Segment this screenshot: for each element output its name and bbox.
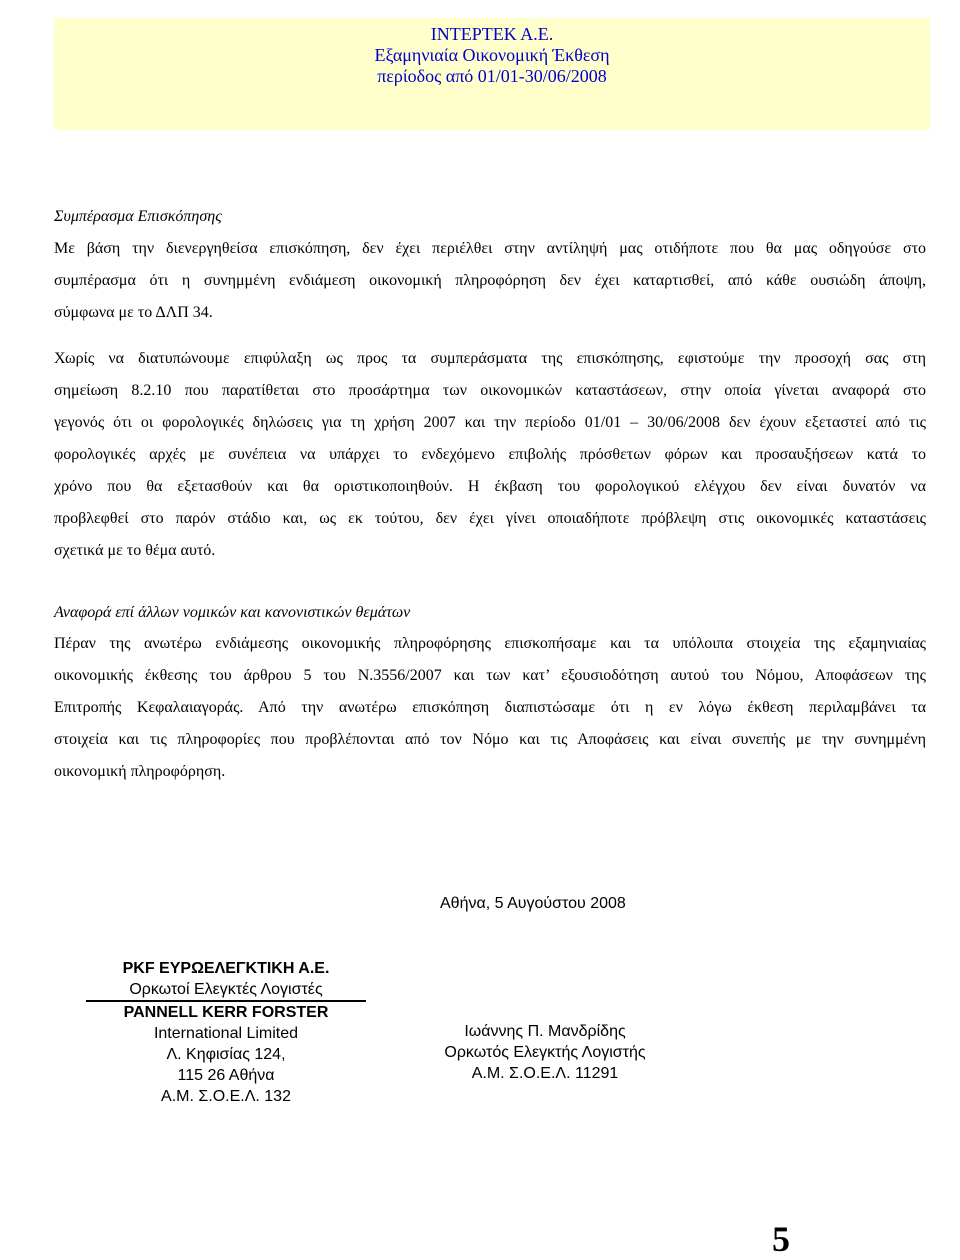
auditor-registration: Α.Μ. Σ.Ο.Ε.Λ. 11291 xyxy=(471,1065,619,1082)
paragraph-line: Επιτροπής Κεφαλαιαγοράς. Από την ανωτέρω επισκόπηση διαπιστώσαμε ότι η εν λόγω έκθεση περιλαμβάνει τα xyxy=(54,699,926,716)
section-review-conclusion-title: Συμπέρασμα Επισκόπησης xyxy=(54,208,222,225)
paragraph-line: οικονομική πληροφόρηση. xyxy=(54,763,226,780)
firm-network-sub: International Limited xyxy=(153,1025,299,1042)
page-number: 5 xyxy=(772,1219,790,1259)
section-emphasis-body xyxy=(54,343,926,567)
report-title: Εξαμηνιαία Οικονομική Έκθεση xyxy=(374,45,610,65)
paragraph-line: Πέραν της ανωτέρω ενδιάμεσης οικονομικής πληροφόρησης επισκοπήσαμε και τα υπόλοιπα στοιχεία της εξαμηνιαίας xyxy=(54,635,926,652)
auditor-name: Ιωάννης Π. Μανδρίδης xyxy=(464,1023,626,1040)
firm-network: PANNELL KERR FORSTER xyxy=(123,1004,329,1021)
company-name: ΙΝΤΕΡΤΕΚ Α.Ε. xyxy=(430,24,554,44)
firm-address: Λ. Κηφισίας 124, xyxy=(166,1046,286,1063)
paragraph-line: σύμφωνα με το ΔΛΠ 34. xyxy=(54,304,213,321)
firm-role: Ορκωτοί Ελεγκτές Λογιστές xyxy=(129,981,323,998)
firm-name: PKF ΕΥΡΩΕΛΕΓΚΤΙΚΗ Α.Ε. xyxy=(122,960,330,977)
paragraph-line: στοιχεία και τις πληροφορίες που προβλέπονται από τον Νόμο και τις Αποφάσεις και είναι συνεπής με την συνημμένη xyxy=(54,731,926,748)
report-header xyxy=(54,18,930,130)
paragraph-line: συμπέρασμα ότι η συνημμένη ενδιάμεση οικονομική πληροφόρηση δεν έχει καταρτισθεί, από κάθε ουσιώδη άποψη, xyxy=(54,272,926,289)
firm-registration: Α.Μ. Σ.Ο.Ε.Λ. 132 xyxy=(161,1088,291,1105)
paragraph-line: σημείωση 8.2.10 που παρατίθεται στο προσάρτημα των οικονομικών καταστάσεων, στην οποία γίνεται αναφορά στο xyxy=(54,382,926,399)
paragraph-line: φορολογικές αρχές με συνέπεια να υπάρχει το ενδεχόμενο επιβολής πρόσθετων φόρων και προσαυξήσεων κατά το xyxy=(54,446,926,463)
section-review-conclusion-body xyxy=(54,233,926,329)
paragraph-line: Με βάση την διενεργηθείσα επισκόπηση, δεν έχει περιέλθει στην αντίληψή μας οτιδήποτε που θα μας οδηγούσε στο xyxy=(54,240,926,257)
paragraph-line: γεγονός ότι οι φορολογικές δηλώσεις για τη χρήση 2007 και την περίοδο 01/01 – 30/06/2008 δεν έχουν εξεταστεί από τις xyxy=(54,414,926,431)
auditor-role: Ορκωτός Ελεγκτής Λογιστής xyxy=(444,1044,646,1061)
paragraph-line: σχετικά με το θέμα αυτό. xyxy=(54,542,216,559)
paragraph-line: χρόνο που θα εξετασθούν και θα οριστικοποιηθούν. Η έκβαση του φορολογικού ελέγχου δεν είναι δυνατόν να xyxy=(54,478,926,495)
section-other-matters-title: Αναφορά επί άλλων νομικών και κανονιστικών θεμάτων xyxy=(54,604,411,621)
paragraph-line: οικονομικής έκθεσης του άρθρου 5 του Ν.3556/2007 και των κατ’ εξουσιοδότηση αυτού του Νόμου, Αποφάσεων της xyxy=(54,667,926,684)
signature-date: Αθήνα, 5 Αυγούστου 2008 xyxy=(440,895,626,912)
firm-city: 115 26 Αθήνα xyxy=(177,1067,275,1084)
audit-firm-block xyxy=(90,958,362,1107)
report-period: περίοδος από 01/01-30/06/2008 xyxy=(377,66,607,86)
section-other-matters-body xyxy=(54,628,926,788)
auditor-block xyxy=(420,1021,670,1084)
paragraph-line: Χωρίς να διατυπώνουμε επιφύλαξη ως προς τα συμπεράσματα της επισκόπησης, εφιστούμε την προσοχή σας στη xyxy=(54,350,926,367)
paragraph-line: προβλεφθεί στο παρόν στάδιο και, ως εκ τούτου, δεν έχει γίνει οποιαδήποτε πρόβλεψη στις οικονομικές καταστάσεις xyxy=(54,510,926,527)
